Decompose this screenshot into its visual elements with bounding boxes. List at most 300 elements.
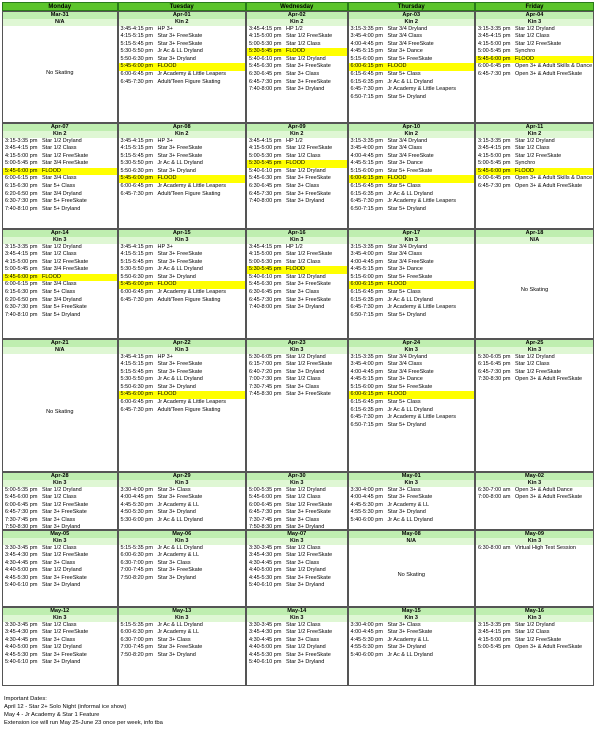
- day-cell: [2, 339, 118, 472]
- day-cell: [246, 530, 348, 607]
- session-name: Open 3+ & Adult Skills & Dance: [515, 175, 593, 182]
- session-name: FLOOD: [286, 266, 305, 273]
- session-row: [349, 26, 475, 34]
- session-name: Star 1/2 Dryland: [42, 243, 82, 250]
- session-row: [349, 168, 475, 176]
- day-cell: [348, 229, 476, 339]
- session-time: 6:45-7:30 pm: [350, 414, 383, 421]
- cell-date: Apr-11: [476, 124, 593, 131]
- session-row: [349, 312, 475, 320]
- flood-row: [349, 175, 475, 183]
- session-name: Star 5+ Dryland: [387, 205, 426, 212]
- session-time: 7:00-7:45 pm: [120, 567, 153, 574]
- session-row: [119, 138, 246, 146]
- day-cell: [246, 123, 348, 229]
- session-time: 5:30-6:05 pm: [478, 353, 511, 360]
- session-time: 6:15-7:00 pm: [249, 361, 282, 368]
- session-time: 3:45-4:15 pm: [120, 25, 153, 32]
- session-name: Star 1/2 Class: [42, 251, 77, 258]
- day-cell: [118, 530, 247, 607]
- session-row: [119, 354, 246, 362]
- session-row: [3, 244, 117, 252]
- session-row: [119, 361, 246, 369]
- session-name: FLOOD: [286, 48, 305, 55]
- session-name: FLOOD: [515, 55, 534, 62]
- session-time: 6:15-6:45 pm: [350, 183, 383, 190]
- session-time: 6:00-6:30 pm: [120, 629, 153, 636]
- session-time: 6:45-7:30 pm: [120, 190, 153, 197]
- session-row: [349, 251, 475, 259]
- session-name: Star 1/2 FreeSkate: [286, 33, 333, 40]
- session-row: [476, 26, 593, 34]
- day-cell: [348, 607, 476, 686]
- session-time: 4:45-5:15 pm: [350, 48, 383, 55]
- no-skating-label: No Skating: [46, 70, 74, 76]
- session-name: Jr Ac & LL Dryland: [387, 190, 433, 197]
- session-row: [247, 86, 347, 94]
- session-name: Star 3+ FreeSkate: [286, 63, 331, 70]
- session-name: Adult/Teen Figure Skating: [157, 78, 221, 85]
- session-time: 5:30-6:05 pm: [249, 353, 282, 360]
- session-row: [349, 153, 475, 161]
- session-name: Star 3+ Class: [42, 516, 76, 523]
- session-name: Jr Ac & LL Dryland: [387, 296, 433, 303]
- day-cell: [118, 11, 247, 123]
- cell-rink: Kin 3: [349, 480, 475, 487]
- session-row: [476, 637, 593, 645]
- session-time: 7:50-8:20 pm: [120, 651, 153, 658]
- day-cell: [475, 339, 594, 472]
- session-time: 4:45-5:30 pm: [249, 651, 282, 658]
- session-name: Star 3/4 FreeSkate: [387, 152, 434, 159]
- cell-rink: Kin 3: [3, 480, 117, 487]
- flood-row: [349, 63, 475, 71]
- session-name: FLOOD: [387, 175, 407, 182]
- session-row: [3, 266, 117, 274]
- session-name: Open 3+ & Adult Dance: [515, 486, 573, 493]
- session-row: [247, 545, 347, 553]
- session-row: [119, 168, 246, 176]
- session-name: Star 3+ Dryland: [387, 509, 426, 516]
- session-row: [349, 509, 475, 517]
- session-name: Star 3+ Dryland: [157, 55, 196, 62]
- session-name: Jr Academy & Little Leapers: [157, 399, 226, 406]
- session-time: 5:45-6:00 pm: [5, 494, 38, 501]
- session-row: [119, 251, 246, 259]
- session-time: 4:00-4:45 pm: [120, 494, 153, 501]
- session-time: 5:00-5:45 pm: [5, 160, 38, 167]
- session-name: Star 1/2 FreeSkate: [42, 629, 89, 636]
- session-row: [119, 644, 246, 652]
- day-cell: [118, 229, 247, 339]
- session-name: Star 3/4 Dryland: [387, 353, 428, 360]
- session-row: [247, 297, 347, 305]
- session-name: Star 1/2 FreeSkate: [286, 251, 333, 258]
- flood-row: [119, 281, 246, 289]
- session-time: 6:00-6:45 pm: [478, 63, 511, 70]
- cell-rink: N/A: [3, 347, 117, 354]
- cell-rink: Kin 2: [247, 19, 347, 26]
- session-time: 6:00-6:45 pm: [120, 71, 153, 78]
- session-row: [349, 198, 475, 206]
- session-row: [247, 509, 347, 517]
- session-name: Star 3+ Class: [286, 289, 320, 296]
- session-row: [476, 183, 593, 191]
- cell-rink: Kin 3: [119, 237, 246, 244]
- day-cell: [118, 472, 247, 530]
- session-row: [3, 552, 117, 560]
- session-time: 4:15-5:00 pm: [5, 152, 38, 159]
- session-row: [349, 487, 475, 495]
- session-time: 5:00-5:35 pm: [5, 486, 38, 493]
- session-name: Star 5+ Dryland: [42, 205, 81, 212]
- session-time: 5:30-6:00 pm: [120, 516, 153, 523]
- cell-date: Apr-30: [247, 473, 347, 480]
- cell-rink: Kin 3: [476, 19, 593, 26]
- session-row: [349, 259, 475, 267]
- session-row: [119, 289, 246, 297]
- session-time: 3:30-3:45 pm: [249, 621, 282, 628]
- session-row: [349, 244, 475, 252]
- day-cell: [2, 123, 118, 229]
- session-row: [349, 41, 475, 49]
- session-row: [349, 399, 475, 407]
- cell-date: Apr-23: [247, 340, 347, 347]
- session-time: 5:30-5:45 pm: [249, 48, 282, 55]
- session-row: [119, 509, 246, 517]
- day-cell: [118, 607, 247, 686]
- session-row: [247, 289, 347, 297]
- session-row: [247, 487, 347, 495]
- session-name: Star 1/2 Class: [286, 258, 321, 265]
- session-name: Jr Academy & LL: [387, 636, 430, 643]
- session-row: [349, 629, 475, 637]
- session-row: [349, 145, 475, 153]
- session-row: [349, 297, 475, 305]
- flood-row: [3, 274, 117, 282]
- session-name: Star 3+ FreeSkate: [157, 152, 203, 159]
- cell-rink: N/A: [349, 538, 475, 545]
- session-row: [349, 622, 475, 630]
- session-row: [349, 33, 475, 41]
- session-time: 3:45-4:15 pm: [478, 145, 511, 152]
- day-cell: [118, 123, 247, 229]
- session-row: [476, 376, 593, 384]
- session-row: [247, 567, 347, 575]
- session-name: Star 3/4 FreeSkate: [387, 40, 434, 47]
- cell-date: May-12: [3, 608, 117, 615]
- session-time: 5:15-6:00 pm: [350, 167, 383, 174]
- session-time: 3:15-3:35 pm: [350, 25, 383, 32]
- session-time: 5:00-5:30 pm: [249, 40, 282, 47]
- flood-row: [119, 63, 246, 71]
- session-name: Star 3+ FreeSkate: [387, 629, 433, 636]
- session-time: 5:45-6:00 pm: [5, 273, 38, 280]
- session-row: [247, 259, 347, 267]
- cell-rink: Kin 3: [247, 480, 347, 487]
- session-name: Star 3+ Dryland: [286, 86, 325, 93]
- cell-date: May-15: [349, 608, 475, 615]
- session-name: Star 3/4 Class: [42, 281, 77, 288]
- session-name: Star 3/4 FreeSkate: [42, 266, 89, 273]
- no-skating-label: No Skating: [46, 408, 74, 415]
- session-time: 5:15-5:45 pm: [120, 368, 153, 375]
- session-row: [3, 175, 117, 183]
- session-time: 6:45-7:30 pm: [120, 406, 153, 413]
- session-row: [247, 244, 347, 252]
- session-name: Star 5+ FreeSkate: [42, 198, 87, 205]
- day-cell: [348, 530, 476, 607]
- session-time: 4:15-5:15 pm: [120, 33, 153, 40]
- session-name: Star 1/2 Dryland: [286, 55, 326, 62]
- session-row: [3, 575, 117, 583]
- session-row: [247, 168, 347, 176]
- session-row: [119, 56, 246, 64]
- session-name: Jr Academy & Little Leapers: [157, 289, 226, 296]
- cell-rink: Kin 3: [349, 615, 475, 622]
- session-row: [119, 183, 246, 191]
- session-name: Star 1/2 Class: [42, 145, 77, 152]
- session-name: Star 3+ Class: [42, 636, 76, 643]
- session-row: [119, 369, 246, 377]
- session-name: FLOOD: [387, 391, 407, 398]
- session-row: [247, 153, 347, 161]
- session-row: [247, 552, 347, 560]
- session-row: [247, 41, 347, 49]
- session-time: 3:45-4:00 pm: [350, 361, 383, 368]
- session-name: Star 3+ FreeSkate: [286, 281, 331, 288]
- session-name: Star 3+ Class: [157, 559, 191, 566]
- session-row: [119, 41, 246, 49]
- session-time: 4:15-5:00 pm: [478, 40, 511, 47]
- flood-row: [247, 266, 347, 274]
- session-time: 3:15-3:35 pm: [350, 243, 383, 250]
- session-name: Star 1/2 Class: [515, 361, 550, 368]
- session-row: [247, 33, 347, 41]
- no-skating-label: No Skating: [520, 287, 549, 293]
- session-time: 6:30-8:00 am: [478, 544, 511, 551]
- session-row: [349, 422, 475, 430]
- session-time: 7:40-8:10 pm: [5, 205, 38, 212]
- session-name: Star 3/4 Class: [387, 251, 423, 258]
- session-name: Star 3+ Dryland: [286, 659, 325, 666]
- session-name: Jr Academy & Little Leapers: [387, 304, 456, 311]
- session-name: Star 3+ FreeSkate: [42, 651, 87, 658]
- session-time: 6:50-7:15 pm: [350, 205, 383, 212]
- session-time: 5:15-5:45 pm: [120, 40, 153, 47]
- session-name: Star 5+ Class: [387, 183, 421, 190]
- cell-date: May-16: [476, 608, 593, 615]
- session-time: 5:15-5:35 pm: [120, 621, 153, 628]
- day-header: Tuesday: [118, 2, 247, 11]
- session-row: [3, 251, 117, 259]
- session-name: Jr Academy & Little Leapers: [387, 414, 456, 421]
- session-name: Star 3+ Dance: [387, 160, 423, 167]
- session-row: [119, 71, 246, 79]
- session-name: Star 1/2 Dryland: [286, 167, 326, 174]
- cell-date: Apr-24: [349, 340, 475, 347]
- session-time: 5:45-6:00 pm: [120, 281, 153, 288]
- session-time: 3:45-4:30 pm: [5, 552, 38, 559]
- session-name: Star 1/2 Dryland: [42, 644, 82, 651]
- session-row: [247, 575, 347, 583]
- day-cell: [475, 11, 594, 123]
- session-name: Star 3+ Class: [286, 516, 320, 523]
- cell-rink: Kin 3: [349, 347, 475, 354]
- session-time: 4:00-4:45 pm: [350, 258, 383, 265]
- session-row: [3, 145, 117, 153]
- session-name: Star 5+ Class: [42, 183, 76, 190]
- session-time: 6:00-6:15 pm: [350, 281, 383, 288]
- session-row: [247, 652, 347, 660]
- cell-rink: Kin 3: [3, 615, 117, 622]
- session-row: [247, 304, 347, 312]
- session-row: [247, 384, 347, 392]
- flood-row: [476, 168, 593, 176]
- cell-date: Apr-28: [3, 473, 117, 480]
- session-time: 6:00-6:15 pm: [350, 391, 383, 398]
- session-row: [247, 502, 347, 510]
- session-time: 4:15-5:15 pm: [120, 145, 153, 152]
- session-time: 3:45-4:30 pm: [5, 629, 38, 636]
- day-cell: [475, 472, 594, 530]
- session-row: [247, 629, 347, 637]
- session-row: [476, 153, 593, 161]
- session-name: Jr Ac & LL Dryland: [387, 651, 433, 658]
- session-time: 6:15-6:35 pm: [350, 296, 383, 303]
- session-name: Star 3+ FreeSkate: [157, 494, 203, 501]
- session-name: HP 3+: [157, 353, 173, 360]
- session-time: 4:45-5:30 pm: [5, 651, 38, 658]
- cell-rink: Kin 3: [247, 538, 347, 545]
- session-row: [476, 63, 593, 71]
- session-time: 3:15-3:35 pm: [478, 25, 511, 32]
- session-name: Star 3+ Dryland: [286, 368, 325, 375]
- session-name: Jr Academy & Little Leapers: [157, 183, 226, 190]
- session-name: Open 3+ & Adult FreeSkate: [515, 183, 583, 190]
- session-time: 6:50-7:15 pm: [350, 311, 383, 318]
- session-name: Star 3+ Dance: [387, 48, 423, 55]
- session-time: 5:45-6:00 pm: [478, 167, 511, 174]
- cell-rink: Kin 3: [247, 347, 347, 354]
- cell-date: Apr-29: [119, 473, 246, 480]
- day-cell: [246, 339, 348, 472]
- session-name: Star 3+ Dryland: [42, 659, 81, 666]
- session-row: [119, 494, 246, 502]
- session-time: 3:45-4:15 pm: [478, 33, 511, 40]
- session-name: Star 3/4 Dryland: [387, 25, 428, 32]
- session-name: Star 1/2 FreeSkate: [42, 152, 89, 159]
- session-name: Adult/Teen Figure Skating: [157, 296, 221, 303]
- session-row: [119, 487, 246, 495]
- session-time: 3:45-4:00 pm: [350, 33, 383, 40]
- session-time: 4:15-5:00 pm: [478, 636, 511, 643]
- session-row: [247, 175, 347, 183]
- session-row: [3, 560, 117, 568]
- cell-date: Apr-18: [476, 230, 593, 237]
- session-time: 6:30-6:45 pm: [249, 71, 282, 78]
- session-time: 7:30-7:45 pm: [5, 516, 38, 523]
- session-row: [119, 622, 246, 630]
- cell-rink: Kin 3: [476, 347, 593, 354]
- session-row: [349, 304, 475, 312]
- cell-date: Apr-03: [349, 12, 475, 19]
- session-time: 7:50-8:30 pm: [5, 524, 38, 530]
- session-time: 4:30-4:45 pm: [249, 636, 282, 643]
- session-name: Star 5+ Class: [387, 71, 421, 78]
- session-time: 5:30-5:50 pm: [120, 376, 153, 383]
- session-time: 6:00-6:15 pm: [350, 175, 383, 182]
- session-time: 6:45-7:30 pm: [249, 190, 282, 197]
- session-row: [349, 376, 475, 384]
- session-row: [119, 33, 246, 41]
- session-name: Star 3/4 Dryland: [387, 243, 428, 250]
- session-row: [247, 517, 347, 525]
- session-row: [247, 391, 347, 399]
- session-time: 4:45-5:30 pm: [120, 501, 153, 508]
- session-time: 3:15-3:35 pm: [5, 243, 38, 250]
- session-row: [349, 206, 475, 214]
- session-time: 4:45-5:15 pm: [350, 376, 383, 383]
- cell-date: Apr-16: [247, 230, 347, 237]
- session-time: 3:45-4:00 pm: [350, 145, 383, 152]
- session-name: Star 3+ Class: [286, 559, 320, 566]
- session-time: 6:15-6:35 pm: [350, 406, 383, 413]
- session-row: [476, 145, 593, 153]
- session-row: [247, 251, 347, 259]
- cell-date: May-09: [476, 531, 593, 538]
- cell-rink: Kin 2: [119, 19, 246, 26]
- day-header: Friday: [475, 2, 594, 11]
- day-cell: [2, 472, 118, 530]
- session-row: [3, 138, 117, 146]
- session-row: [349, 86, 475, 94]
- session-row: [3, 517, 117, 525]
- session-time: 5:40-6:10 pm: [249, 55, 282, 62]
- session-row: [349, 354, 475, 362]
- session-name: FLOOD: [42, 273, 61, 280]
- cell-date: Mar-31: [3, 12, 117, 19]
- session-name: Jr Academy & Little Leapers: [387, 86, 456, 93]
- important-dates-notes: [4, 695, 594, 727]
- session-time: 7:40-8:00 pm: [249, 86, 282, 93]
- session-row: [119, 575, 246, 583]
- session-time: 6:00-6:15 pm: [5, 175, 38, 182]
- session-time: 5:50-6:30 pm: [120, 383, 153, 390]
- cell-date: May-05: [3, 531, 117, 538]
- session-time: 4:40-5:00 pm: [5, 644, 38, 651]
- session-name: Star 1/2 Dryland: [515, 353, 555, 360]
- session-row: [3, 312, 117, 320]
- session-row: [119, 629, 246, 637]
- session-time: 3:15-3:35 pm: [478, 137, 511, 144]
- session-time: 5:50-6:30 pm: [120, 167, 153, 174]
- session-time: 4:30-4:45 pm: [5, 636, 38, 643]
- cell-rink: Kin 2: [476, 131, 593, 138]
- session-name: Star 3+ Dryland: [42, 524, 81, 530]
- day-cell: [2, 229, 118, 339]
- session-time: 4:15-5:00 pm: [249, 145, 282, 152]
- session-row: [119, 153, 246, 161]
- session-name: Star 3+ Class: [387, 621, 421, 628]
- session-name: Star 3/4 Dryland: [387, 137, 428, 144]
- session-row: [119, 266, 246, 274]
- session-row: [476, 175, 593, 183]
- session-name: Star 1/2 Dryland: [286, 486, 326, 493]
- session-time: 4:45-5:30 pm: [249, 574, 282, 581]
- session-name: Star 1/2 Class: [286, 152, 321, 159]
- session-row: [119, 567, 246, 575]
